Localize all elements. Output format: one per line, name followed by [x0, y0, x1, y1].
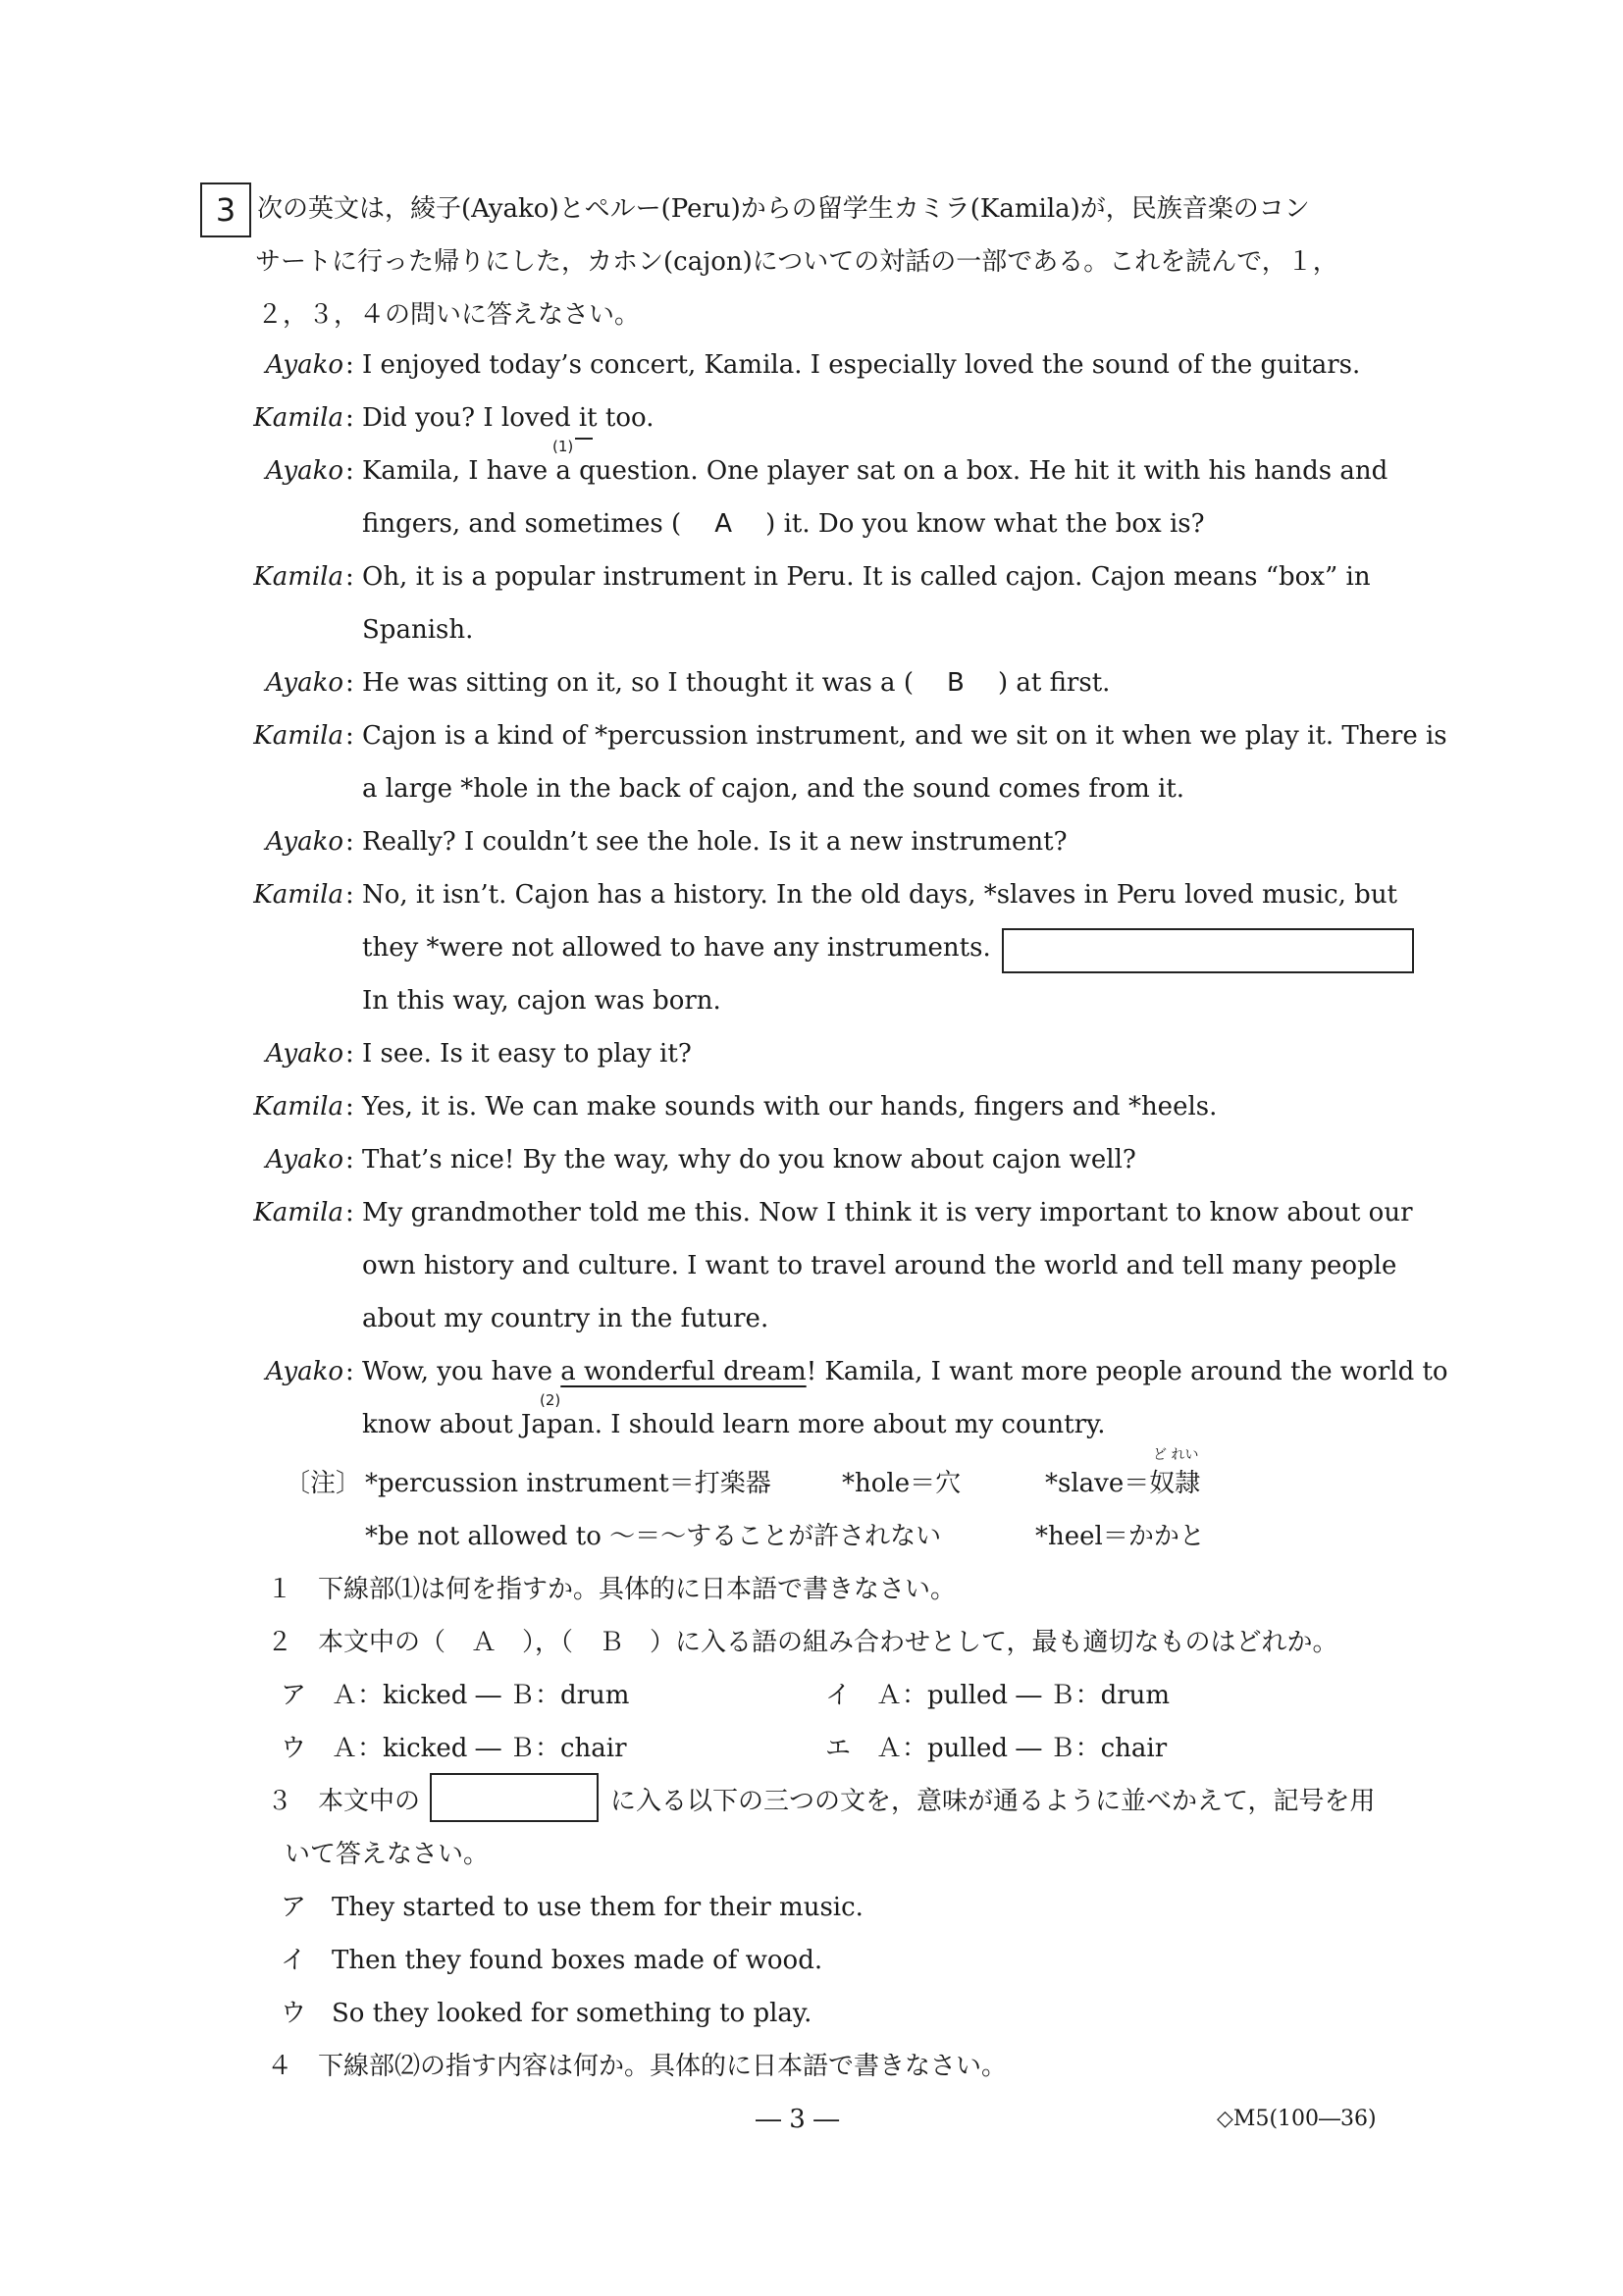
underline-1-target: it [578, 403, 598, 433]
blank-b: B [947, 668, 965, 698]
dialogue-line: No, it isn’t. Cajon has a history. In the old days, *slaves in Peru loved music, but [362, 880, 1398, 910]
dialogue-line: Wow, you have a wonderful dream! Kamila, I want more people around the world to [362, 1357, 1448, 1386]
choice-i: イ Ａ：pulled ― Ｂ：drum [825, 1681, 1171, 1710]
choice-a: ア Ａ：kicked ― Ｂ：drum [281, 1681, 630, 1710]
speaker-label: Kamila [253, 721, 343, 751]
choice-u: ウ Ａ：kicked ― Ｂ：chair [281, 1734, 627, 1763]
question-number-box: 3 [200, 183, 251, 237]
dialogue-line: about my country in the future. [362, 1304, 769, 1333]
speaker-label: Ayako [265, 668, 343, 698]
note-item: *percussion instrument＝打楽器 [365, 1469, 771, 1498]
intro-line-1: 次の英文は，綾子(Ayako)とペルー(Peru)からの留学生カミラ(Kamila)が，民族音楽のコン [257, 194, 1310, 224]
speaker-label: Ayako [265, 1145, 343, 1174]
speaker-label: Kamila [253, 1092, 343, 1122]
question-1: １ 下線部⑴は何を指すか。具体的に日本語で書きなさい。 [267, 1575, 957, 1604]
dialogue-line: I enjoyed today’s concert, Kamila. I especially loved the sound of the guitars. [362, 350, 1361, 380]
question-4: ４ 下線部⑵の指す内容は何か。具体的に日本語で書きなさい。 [267, 2052, 1008, 2081]
question-3-box [430, 1773, 599, 1822]
dialogue-line: Oh, it is a popular instrument in Peru. It is called cajon. Cajon means “box” in [362, 562, 1371, 592]
dialogue-line: That’s nice! By the way, why do you know about cajon well? [362, 1145, 1136, 1174]
dialogue-line: Did you? I loved it too. [362, 403, 654, 433]
blank-a: A [714, 509, 733, 539]
question-3-post: に入る以下の三つの文を，意味が通るように並べかえて，記号を用 [610, 1787, 1376, 1816]
exam-page: 3 次の英文は，綾子(Ayako)とペルー(Peru)からの留学生カミラ(Kamila)が，民族音楽のコン サートに行った帰りにした，カホン(cajon)についての対話の一部である。これを読んで，１， ２，３，４の問いに答えなさい。 Ayako : I enjoyed today’s concert, Kamila. I especially loved the sound of the guitars. Kamila : Did you? I loved it too. (1) Ayako : Kamila, I have a question. One player sat on a box. He hit it with his hands and fingers, and sometimes ( A ) it. Do you know what the box is? Kamila : Oh, it is a popular instrument in Peru. It is called cajon. Cajon means “box” in Spanish. Ayako : He was sitting on it, so I thought it was a ( B ) at first. Kamila : Cajon is a kind of *percussion instrument, and we sit on it when we play it. There is a large *hole in the back of cajon, and the sound comes from it. Ayako : Really? I couldn’t see the hole. Is it a new instrument? Kamila : No, it isn’t. Cajon has a history. In the old days, *slaves in Peru loved music, but they *were not allowed to have any instruments. In this way, cajon was born. Ayako : I see. Is it easy to play it? Kamila : Yes, it is. We can make sounds with our hands, fingers and *heels. Ayako : That’s nice! By the way, why do you know about cajon well? Kamila : My grandmother told me this. Now I think it is very important to know about our own history and culture. I want to travel around the world and tell many people about my country in the future. Ayako : Wow, you have a wonderful dream! Kamila, I want more people around the world to (2) know about Japan. I should learn more about my country. 〔注〕 *percussion instrument＝打楽器 *hole＝穴 *slave＝奴隷 ど れい *be not allowed to ～＝～することが許されない *heel＝かかと １ 下線部⑴は何を指すか。具体的に日本語で書きなさい。 ２ 本文中の（ Ａ ），（ Ｂ ）に入る語の組み合わせとして，最も適切なものはどれか。 ア Ａ：kicked ― Ｂ：drum イ Ａ：pulled ― Ｂ：drum ウ Ａ：kicked ― Ｂ：chair エ Ａ：pulled ― Ｂ：chair ３ 本文中の に入る以下の三つの文を，意味が通るように並べかえて，記号を用 いて答えなさい。 ア They started to use them for their music. イ Then they found boxes made of wood. ウ So they looked for something to play. ４ 下線部⑵の指す内容は何か。具体的に日本語で書きなさい。 ― 3 ― ◇M5(100―36) [0, 0, 1623, 2296]
sentence-a: ア They started to use them for their music. [281, 1893, 864, 1922]
dialogue-line: know about Japan. I should learn more about my country. [362, 1410, 1106, 1439]
dialogue-line: My grandmother told me this. Now I think it is very important to know about our [362, 1198, 1413, 1227]
note-item: *hole＝穴 [842, 1469, 962, 1498]
dialogue-line: I see. Is it easy to play it? [362, 1039, 692, 1069]
underline-2-marker: (2) [540, 1391, 561, 1409]
speaker-label: Ayako [265, 1039, 343, 1069]
dialogue-line: they *were not allowed to have any instruments. [362, 933, 991, 963]
choice-e: エ Ａ：pulled ― Ｂ：chair [825, 1734, 1168, 1763]
page-number: ― 3 ― [756, 2105, 840, 2134]
dialogue-line: Spanish. [362, 615, 474, 645]
note-item: *slave＝奴隷 [1045, 1469, 1201, 1498]
sentence-u: ウ So they looked for something to play. [281, 1999, 812, 2028]
speaker-label: Kamila [253, 880, 343, 910]
dialogue-line: Cajon is a kind of *percussion instrument, and we sit on it when we play it. There is [362, 721, 1447, 751]
intro-line-3: ２，３，４の問いに答えなさい。 [257, 300, 641, 330]
underline-1-bar [575, 438, 593, 440]
answer-box-sentences [1002, 928, 1414, 973]
dialogue-line: In this way, cajon was born. [362, 986, 721, 1016]
exam-code: ◇M5(100―36) [1217, 2107, 1377, 2131]
question-2: ２ 本文中の（ Ａ ），（ Ｂ ）に入る語の組み合わせとして，最も適切なものはどれか。 [267, 1628, 1338, 1657]
speaker-label: Ayako [265, 827, 343, 857]
question-3-pre: ３ 本文中の [267, 1787, 421, 1816]
speaker-label: Kamila [253, 562, 343, 592]
speaker-label: Kamila [253, 1198, 343, 1227]
dialogue-line: Kamila, I have a question. One player sat on a box. He hit it with his hands and [362, 456, 1388, 486]
speaker-label: Ayako [265, 456, 343, 486]
dialogue-line: Really? I couldn’t see the hole. Is it a new instrument? [362, 827, 1068, 857]
speaker-label: Ayako [265, 1357, 343, 1386]
speaker-label: Kamila [253, 403, 343, 433]
note-ruby: ど れい [1153, 1447, 1199, 1463]
sentence-i: イ Then they found boxes made of wood. [281, 1946, 823, 1975]
intro-line-2: サートに行った帰りにした，カホン(cajon)についての対話の一部である。これを読んで，１， [255, 247, 1338, 277]
question-3-line2: いて答えなさい。 [285, 1840, 490, 1869]
underline-1-marker: (1) [552, 438, 574, 455]
note-item: *heel＝かかと [1035, 1522, 1205, 1551]
speaker-label: Ayako [265, 350, 343, 380]
dialogue-line: a large *hole in the back of cajon, and the sound comes from it. [362, 774, 1185, 804]
underline-2-target: a wonderful dream [560, 1357, 807, 1386]
dialogue-line: Yes, it is. We can make sounds with our hands, fingers and *heels. [362, 1092, 1218, 1122]
notes-label: 〔注〕 [285, 1469, 362, 1498]
dialogue-line: own history and culture. I want to travel around the world and tell many people [362, 1251, 1397, 1280]
note-item: *be not allowed to ～＝～することが許されない [365, 1522, 942, 1551]
dialogue-line: He was sitting on it, so I thought it was a ( B ) at first. [362, 668, 1111, 698]
dialogue-line: fingers, and sometimes ( A ) it. Do you know what the box is? [362, 509, 1205, 539]
